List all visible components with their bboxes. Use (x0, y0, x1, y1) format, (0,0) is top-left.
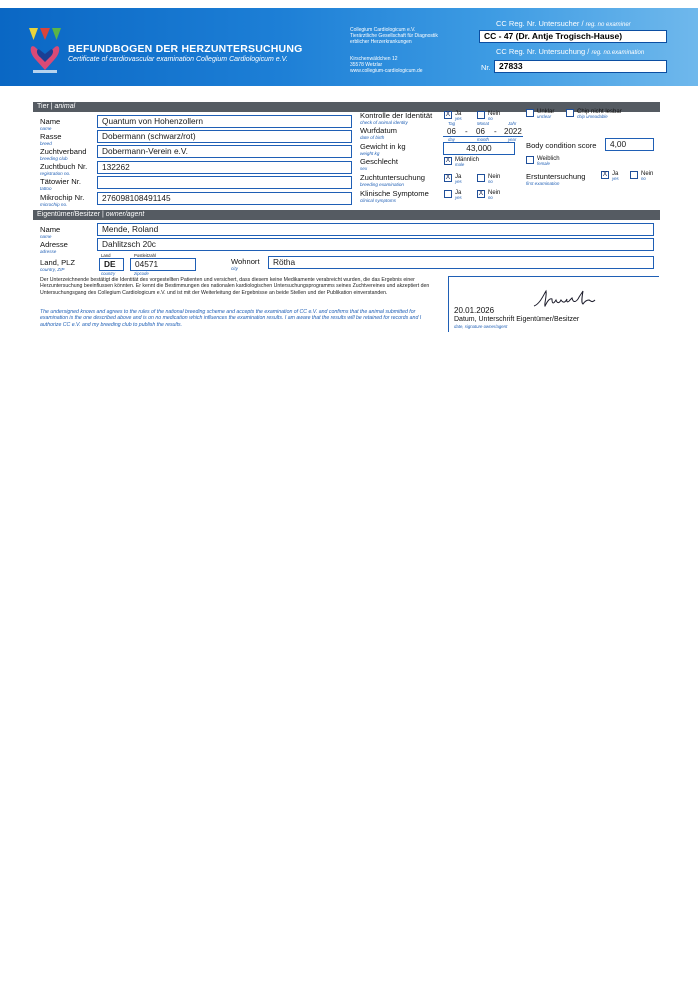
club-label-en: breeding club (40, 156, 68, 161)
birthdate-label-en: date of birth (360, 135, 385, 140)
org-line: Tierärztliche Gesellschaft für Diagnostik (350, 33, 438, 40)
declaration-german: Der Unterzeichnende bestätigt die Identität des vorgestellten Patienten und versichert, dass diesem keine Medikamente verabreicht wurden, die das Ergebnis einer Herzuntersuchung beeinflussen könnten. Er kennt die Bestimmungen des nationalen kardiologischen Untersuchungsprogramms seines Zuchtvereines und akzeptiert den Untersuchungsgang des Collegium Cardiologicum e.V. und ist mit der Weiterleitung der Ergebnisse an beide Stellen und der Publikation einverstanden. (40, 277, 430, 296)
identity-unclear-checkbox[interactable] (526, 109, 534, 117)
symptoms-yes-text: Ja (455, 190, 462, 196)
weight-label (360, 143, 406, 156)
female-en: female (537, 161, 550, 166)
city-label-text: Wohnort (231, 257, 260, 266)
name-label (40, 118, 60, 131)
document-title: BEFUNDBOGEN DER HERZUNTERSUCHUNG (68, 43, 303, 55)
section-title: Tier (37, 103, 49, 110)
month-tag: Monat (477, 121, 489, 126)
weight-label-en: weight kg (360, 151, 380, 156)
weight-field[interactable]: 43,000 (443, 142, 515, 155)
country-label (40, 259, 75, 272)
first-exam-yes-en: yes (612, 176, 619, 181)
identity-yes-en: yes (455, 116, 462, 121)
birthdate-label (360, 127, 397, 140)
tattoo-label (40, 178, 81, 191)
chip-unreadable-text: Chip nicht lesbar (577, 109, 622, 115)
identity-yes-label (455, 111, 462, 122)
address-label-en: adresse (40, 249, 57, 254)
microchip-field[interactable]: 276098108491145 (97, 192, 352, 205)
chip-label (40, 194, 84, 207)
identity-unclear-en: unclear (537, 114, 552, 119)
zip-field[interactable]: 04571 (130, 258, 196, 271)
identity-label (360, 112, 432, 125)
breed-field[interactable]: Dobermann (schwarz/rot) (97, 130, 352, 143)
breeding-exam-text: Zuchtuntersuchung (360, 173, 426, 182)
country-label-text: Land, PLZ (40, 258, 76, 267)
birthdate-label-text: Wurfdatum (360, 126, 397, 135)
city-label (231, 258, 260, 271)
chip-label-en: microchip no. (40, 202, 68, 207)
first-exam-label (526, 173, 586, 186)
symptoms-text: Klinische Symptome (360, 189, 429, 198)
breeding-yes-text: Ja (455, 174, 462, 180)
studbook-label-text: Zuchtbuch Nr. (40, 162, 88, 171)
day-tag: Tag (448, 121, 456, 126)
nr-label: Nr. (481, 63, 491, 72)
breed-label-en: breed (40, 141, 52, 146)
owner-name-field[interactable]: Mende, Roland (97, 223, 654, 236)
bcs-field[interactable]: 4,00 (605, 138, 654, 151)
symptoms-label (360, 190, 429, 203)
address-line: www.collegium-cardiologicum.de (350, 68, 423, 75)
breed-label-text: Rasse (40, 132, 62, 141)
first-exam-no-text: Nein (641, 171, 654, 177)
first-exam-no-checkbox[interactable] (630, 171, 638, 179)
chip-label-text: Mikrochip Nr. (40, 193, 85, 202)
month-tag-en: month (477, 137, 489, 142)
declaration-english: The undersigned knows and agrees to the rules of the national breeding scheme and accepts the examination of CC e.V. and confirms that the animal submitted for examination is the one described above and is on no medication which influences the examination results. I am aware that the results will be retained for records and I authorize CC e.V. and my breeding club to publish the results. (40, 309, 422, 328)
identity-unclear-label (537, 109, 554, 120)
section-title: Eigentümer/Besitzer (37, 211, 101, 218)
symptoms-no-en: no (488, 195, 493, 200)
identity-no-checkbox[interactable] (477, 111, 485, 119)
club-label-text: Zuchtverband (40, 147, 87, 156)
examiner-label: CC Reg. Nr. Untersucher / reg. no examiner (496, 19, 631, 28)
section-title-en: animal (54, 103, 76, 110)
country-label-en: country, ZIP (40, 267, 65, 272)
birth-sep: - (494, 127, 497, 136)
club-field[interactable]: Dobermann-Verein e.V. (97, 145, 352, 158)
breeding-no-text: Nein (488, 174, 501, 180)
club-label (40, 148, 86, 161)
breeding-exam-en: breeding examination (360, 182, 404, 187)
land-tag: Land (101, 253, 111, 258)
examiner-label-text: CC Reg. Nr. Untersucher (496, 19, 580, 28)
examiner-label-en: reg. no examiner (585, 22, 631, 28)
identity-label-en: check of animal identity (360, 120, 408, 125)
name-label-text: Name (40, 117, 61, 126)
first-exam-yes-label (612, 171, 619, 182)
year-tag: Jahr (508, 121, 517, 126)
symptoms-no-text: Nein (488, 190, 501, 196)
breeding-yes-en: yes (455, 179, 462, 184)
identity-no-label (488, 111, 500, 122)
country-tag-en: country (101, 271, 116, 276)
animal-name-field[interactable]: Quantum von Hohenzollern (97, 115, 352, 128)
year-tag-en: year (508, 137, 517, 142)
sex-label-text: Geschlecht (360, 157, 398, 166)
address-line: Kirschenwäldchen 12 (350, 56, 398, 62)
org-block (350, 27, 438, 46)
section-header-animal: Tier | animal (33, 102, 660, 112)
breed-label (40, 133, 62, 146)
male-text: Männlich (455, 157, 480, 163)
studbook-field[interactable]: 132262 (97, 161, 352, 174)
tattoo-field[interactable] (97, 176, 352, 189)
city-field[interactable]: Rötha (268, 256, 654, 269)
city-label-en: city (231, 266, 238, 271)
weight-label-text: Gewicht in kg (360, 142, 406, 151)
birth-sep: - (465, 127, 468, 136)
breeding-exam-label (360, 174, 425, 187)
country-field[interactable]: DE (99, 258, 124, 271)
birthdate-field[interactable] (443, 127, 523, 137)
section-header-owner: Eigentümer/Besitzer | owner/agent (33, 210, 660, 220)
sex-label-en: sex (360, 166, 368, 171)
sex-label (360, 158, 398, 171)
owner-name-label (40, 226, 60, 239)
first-exam-yes-text: Ja (612, 171, 619, 177)
exam-number-field[interactable]: 27833 (494, 60, 667, 73)
tattoo-label-text: Tätowier Nr. (40, 177, 81, 186)
exam-label: CC Reg. Nr. Untersuchung / reg. no.examination (496, 47, 645, 56)
signature-date: 20.01.2026 (454, 306, 495, 315)
org-line: erblicher Herzerkrankungen (350, 39, 412, 46)
examiner-field[interactable]: CC - 47 (Dr. Antje Trogisch-Hause) (479, 30, 667, 43)
studbook-label (40, 163, 87, 176)
cc-logo-icon (28, 26, 62, 76)
breeding-yes-checkbox[interactable]: X (445, 174, 451, 181)
exam-label-text: CC Reg. Nr. Untersuchung (496, 47, 586, 56)
breeding-no-en: no (488, 179, 493, 184)
first-exam-en: first examination (526, 181, 560, 186)
address-line: 35578 Wetzlar (350, 62, 383, 69)
bcs-label: Body condition score (526, 141, 597, 150)
symptoms-yes-label (455, 190, 462, 201)
name-label-en: name (40, 126, 52, 131)
document-subtitle: Certificate of cardiovascular examination Collegium Cardiologicum e.V. (68, 56, 288, 63)
identity-unclear-text: Unklar (537, 109, 555, 115)
breeding-no-checkbox[interactable] (477, 174, 485, 182)
breeding-no-label (488, 174, 500, 185)
signature-label: Datum, Unterschrift Eigentümer/Besitzer (454, 316, 580, 323)
symptoms-en: clinical symptoms (360, 198, 396, 203)
symptoms-yes-en: yes (455, 195, 462, 200)
identity-no-text: Nein (488, 111, 501, 117)
first-exam-yes-checkbox[interactable]: X (602, 171, 608, 178)
address-label-text: Adresse (40, 240, 68, 249)
first-exam-no-en: no (641, 176, 646, 181)
org-line: Collegium Cardiologicum e.V. (350, 27, 416, 33)
female-label (537, 156, 560, 167)
address-label (40, 241, 68, 254)
studbook-label-en: registration no. (40, 171, 71, 176)
tattoo-label-en: tattoo (40, 186, 52, 191)
first-exam-text: Erstuntersuchung (526, 172, 586, 181)
birth-year: 2022 (504, 127, 522, 136)
breeding-yes-label (455, 174, 462, 185)
zip-tag: Postleitzahl (134, 253, 156, 258)
owner-name-en: name (40, 234, 52, 239)
identity-no-en: no (488, 116, 493, 121)
birth-day: 06 (447, 127, 456, 136)
exam-label-en: reg. no.examination (591, 50, 645, 56)
first-exam-no-label (641, 171, 653, 182)
identity-yes-text: Ja (455, 111, 462, 117)
identity-yes-checkbox[interactable]: X (445, 111, 451, 118)
male-en: male (455, 162, 465, 167)
symptoms-yes-checkbox[interactable] (444, 190, 452, 198)
day-tag-en: day (448, 137, 455, 142)
symptoms-no-label (488, 190, 500, 201)
address-field[interactable]: Dahlitzsch 20c (97, 238, 654, 251)
section-title-en: owner/agent (105, 211, 145, 218)
male-label (455, 157, 479, 168)
address-block (350, 56, 423, 75)
signature-icon (532, 288, 598, 310)
male-checkbox[interactable]: X (445, 157, 451, 164)
birth-month: 06 (476, 127, 485, 136)
signature-label-en: date, signature owner/agent (454, 324, 508, 329)
female-checkbox[interactable] (526, 156, 534, 164)
female-text: Weiblich (537, 156, 560, 162)
chip-unreadable-label (577, 109, 622, 120)
symptoms-no-checkbox[interactable]: X (478, 190, 484, 197)
chip-unreadable-checkbox[interactable] (566, 109, 574, 117)
owner-name-text: Name (40, 225, 61, 234)
zip-tag-en: zipcode (134, 271, 149, 276)
identity-label-text: Kontrolle der Identität (360, 111, 433, 120)
chip-unreadable-en: chip unreadable (577, 114, 608, 119)
